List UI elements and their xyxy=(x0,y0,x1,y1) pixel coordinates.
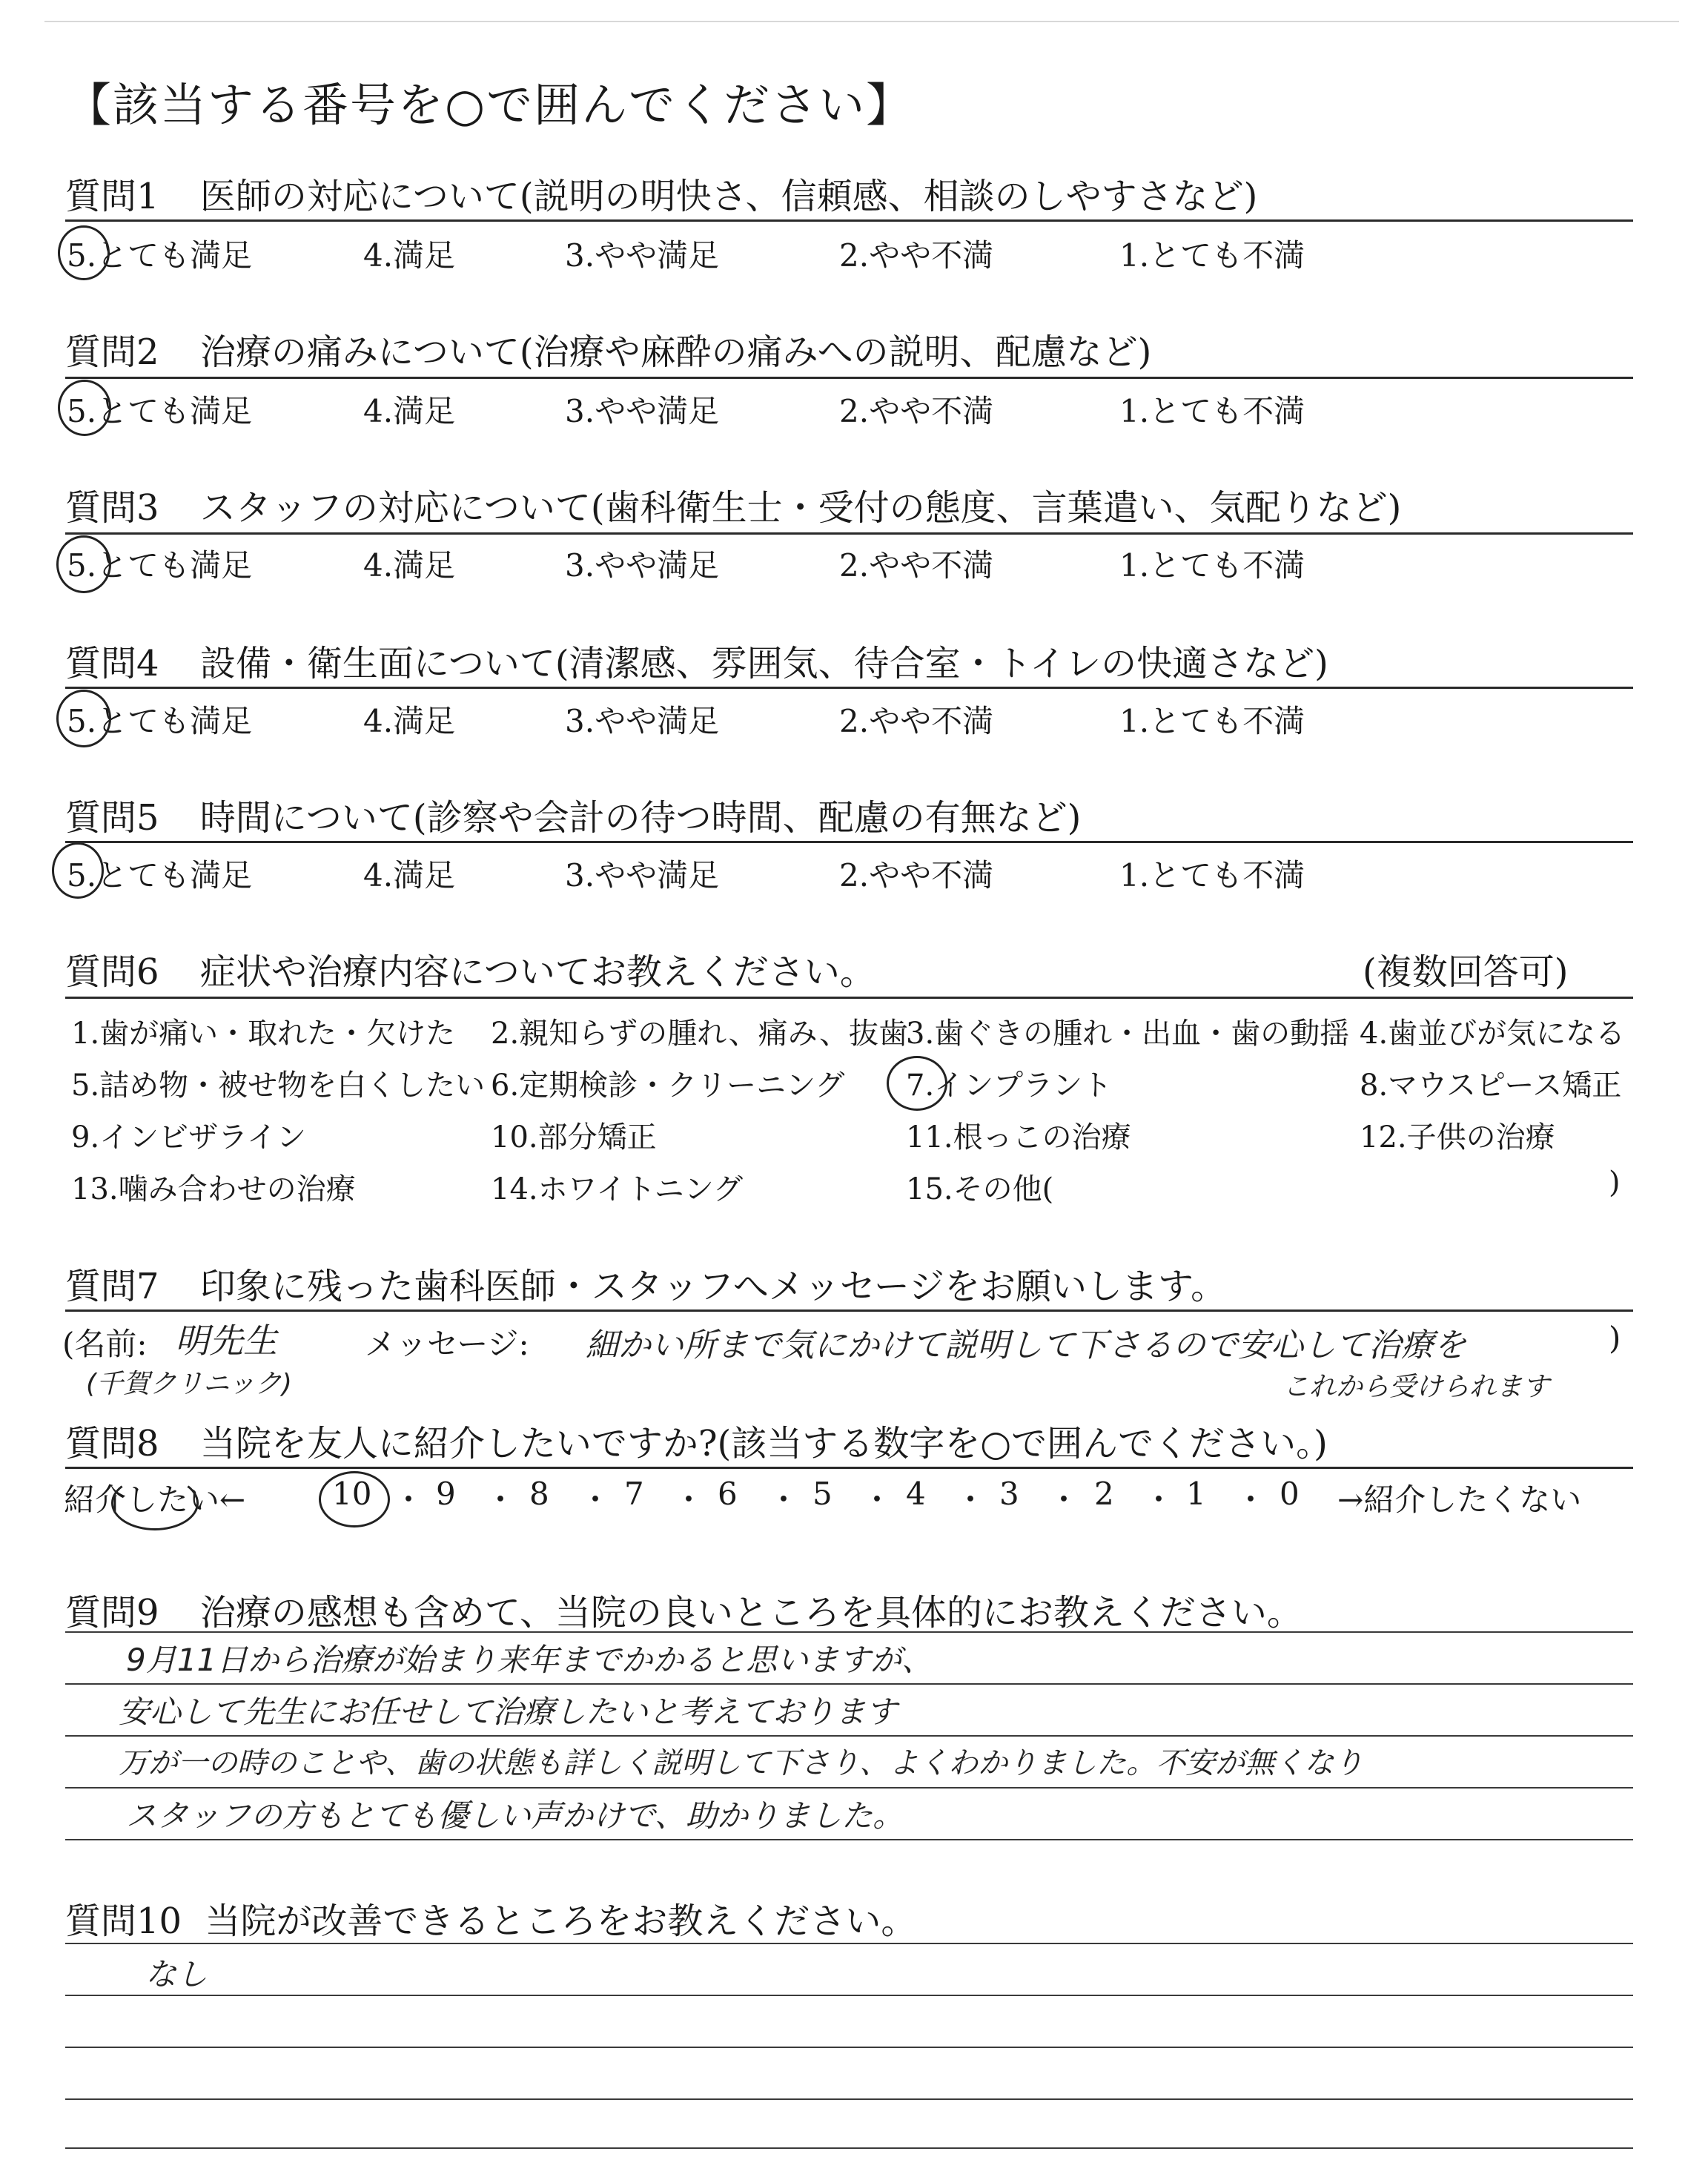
q9-answer-line-1[interactable]: 9月11日から治療が始まり来年までかかると思いますが、 xyxy=(126,1642,933,1678)
q1-selection-circle xyxy=(58,225,110,280)
question-8-text: 当院を友人に紹介したいですか?(該当する数字を○で囲んでください。) xyxy=(199,1423,1328,1464)
q4-option-5[interactable]: 5.とても満足 xyxy=(67,703,253,739)
q3-selection-circle xyxy=(56,535,111,593)
question-7-text: 印象に残った歯科医師・スタッフへメッセージをお願いします。 xyxy=(199,1266,1227,1307)
recommend-label-scribble xyxy=(111,1476,199,1530)
q1-option-2[interactable]: 2.やや不満 xyxy=(839,237,994,274)
q10-rule-4 xyxy=(65,2098,1633,2100)
question-8-rule xyxy=(65,1467,1633,1469)
question-3-options xyxy=(0,541,1708,586)
question-6-note: (複数回答可) xyxy=(1363,951,1569,993)
q2-option-3[interactable]: 3.やや満足 xyxy=(565,393,720,429)
question-2-heading xyxy=(65,323,1151,374)
q9-rule-1 xyxy=(65,1631,1633,1633)
q2-option-1[interactable]: 1.とても不満 xyxy=(1119,393,1305,429)
q3-option-5[interactable]: 5.とても満足 xyxy=(67,547,253,584)
recommend-9[interactable]: 9 xyxy=(436,1476,456,1512)
question-10-text: 当院が改善できるところをお教えください。 xyxy=(205,1900,917,1942)
q5-option-2[interactable]: 2.やや不満 xyxy=(839,857,994,894)
q10-rule-1 xyxy=(65,1943,1633,1944)
recommend-4[interactable]: 4 xyxy=(906,1476,926,1512)
question-2-options xyxy=(0,387,1708,432)
question-8-label: 質問8 xyxy=(65,1423,159,1464)
recommend-sep-8: ・ xyxy=(1048,1482,1080,1518)
q3-option-1[interactable]: 1.とても不満 xyxy=(1119,547,1305,584)
question-1-text: 医師の対応について(説明の明快さ、信頼感、相談のしやすさなど) xyxy=(199,176,1258,217)
message-text-label: メッセージ: xyxy=(365,1326,529,1362)
q1-option-1[interactable]: 1.とても不満 xyxy=(1119,237,1305,274)
recommend-sep-5: ・ xyxy=(768,1482,800,1518)
q4-selection-circle xyxy=(56,690,111,747)
treatment-3[interactable]: 3.歯ぐきの腫れ・出血・歯の動揺 xyxy=(906,1017,1350,1051)
question-5-rule xyxy=(65,841,1633,843)
q5-option-1[interactable]: 1.とても不満 xyxy=(1119,857,1305,894)
q3-option-3[interactable]: 3.やや満足 xyxy=(565,547,720,584)
treatment-6[interactable]: 6.定期検診・クリーニング xyxy=(491,1069,845,1103)
recommend-6[interactable]: 6 xyxy=(718,1476,738,1512)
question-5-label: 質問5 xyxy=(65,797,159,839)
question-2-text: 治療の痛みについて(治療や麻酔の痛みへの説明、配慮など) xyxy=(199,331,1152,373)
page-title: 【該当する番号を○で囲んでください】 xyxy=(65,78,914,132)
recommend-10[interactable]: 10 xyxy=(332,1476,372,1512)
question-7-heading xyxy=(65,1258,1226,1309)
question-2-label: 質問2 xyxy=(65,331,159,373)
question-2-rule xyxy=(65,377,1633,379)
q9-answer-line-2[interactable]: 安心して先生にお任せして治療したいと考えております xyxy=(119,1694,898,1730)
recommend-5[interactable]: 5 xyxy=(812,1476,833,1512)
recommend-3[interactable]: 3 xyxy=(999,1476,1019,1512)
question-3-label: 質問3 xyxy=(65,487,159,529)
q1-option-4[interactable]: 4.満足 xyxy=(363,237,456,274)
question-5-options xyxy=(0,851,1708,896)
recommend-10-selection-circle xyxy=(319,1471,390,1527)
treatment-7-selection-circle xyxy=(887,1056,947,1111)
question-4-rule xyxy=(65,687,1633,689)
message-clinic-value[interactable]: (千賀クリニック) xyxy=(86,1369,292,1399)
q2-option-2[interactable]: 2.やや不満 xyxy=(839,393,994,429)
q10-answer[interactable]: なし xyxy=(145,1956,208,1992)
question-10-heading xyxy=(65,1892,916,1943)
recommend-sep-9: ・ xyxy=(1143,1482,1175,1518)
recommend-1[interactable]: 1 xyxy=(1186,1476,1206,1512)
q1-option-3[interactable]: 3.やや満足 xyxy=(565,237,720,274)
recommend-sep-4: ・ xyxy=(673,1482,705,1518)
q4-option-4[interactable]: 4.満足 xyxy=(363,703,456,739)
question-3-heading xyxy=(65,479,1401,530)
q2-selection-circle xyxy=(58,380,111,436)
question-9-heading xyxy=(65,1584,1302,1635)
recommend-sep-10: ・ xyxy=(1235,1482,1267,1518)
treatment-4[interactable]: 4.歯並びが気になる xyxy=(1360,1017,1626,1051)
top-edge-line xyxy=(44,21,1679,22)
message-text-line-2[interactable]: これから受けられます xyxy=(1282,1372,1550,1402)
treatment-7[interactable]: 7.インプラント xyxy=(906,1069,1113,1103)
recommend-0[interactable]: 0 xyxy=(1280,1476,1300,1512)
question-4-heading xyxy=(65,635,1328,686)
q3-option-2[interactable]: 2.やや不満 xyxy=(839,547,994,584)
treatment-14[interactable]: 14.ホワイトニング xyxy=(491,1172,744,1206)
q1-option-5[interactable]: 5.とても満足 xyxy=(67,237,253,274)
question-5-heading xyxy=(65,789,1081,840)
q5-option-4[interactable]: 4.満足 xyxy=(363,857,456,894)
question-3-text: スタッフの対応について(歯科衛生士・受付の態度、言葉遣い、気配りなど) xyxy=(199,487,1402,529)
question-4-options xyxy=(0,697,1708,742)
question-6-rule xyxy=(65,997,1633,999)
treatment-15[interactable]: 15.その他( xyxy=(906,1172,1054,1206)
message-name-value[interactable]: 明先生 xyxy=(175,1321,277,1361)
q10-rule-3 xyxy=(65,2047,1633,2048)
treatment-8[interactable]: 8.マウスピース矯正 xyxy=(1360,1069,1622,1103)
q2-option-5[interactable]: 5.とても満足 xyxy=(67,393,253,429)
treatment-9[interactable]: 9.インビザライン xyxy=(71,1120,306,1155)
treatment-15-close: ) xyxy=(1609,1166,1621,1200)
recommend-sep-6: ・ xyxy=(861,1482,893,1518)
question-1-label: 質問1 xyxy=(65,176,159,217)
q4-option-2[interactable]: 2.やや不満 xyxy=(839,703,994,739)
q2-option-4[interactable]: 4.満足 xyxy=(363,393,456,429)
q5-selection-circle xyxy=(52,842,104,899)
q9-answer-line-4[interactable]: スタッフの方もとても優しい声かけで、助かりました。 xyxy=(126,1797,904,1834)
question-9-label: 質問9 xyxy=(65,1592,159,1634)
question-4-text: 設備・衛生面について(清潔感、雰囲気、待合室・トイレの快適さなど) xyxy=(199,643,1328,684)
recommend-sep-2: ・ xyxy=(485,1482,517,1518)
question-1-heading xyxy=(65,168,1257,219)
message-text-line-1[interactable]: 細かい所まで気にかけて説明して下さるので安心して治療を xyxy=(586,1327,1466,1364)
question-6-heading xyxy=(65,943,875,994)
question-3-rule xyxy=(65,532,1633,535)
treatment-11[interactable]: 11.根っこの治療 xyxy=(906,1120,1131,1155)
q10-rule-2 xyxy=(65,1995,1633,1996)
q10-rule-5 xyxy=(65,2147,1633,2149)
treatment-5[interactable]: 5.詰め物・被せ物を白くしたい xyxy=(71,1069,486,1103)
question-5-text: 時間について(診察や会計の待つ時間、配慮の有無など) xyxy=(199,797,1082,839)
question-10-label: 質問10 xyxy=(65,1900,182,1942)
treatment-2[interactable]: 2.親知らずの腫れ、痛み、抜歯 xyxy=(491,1017,908,1051)
recommend-7[interactable]: 7 xyxy=(624,1476,644,1512)
q5-option-3[interactable]: 3.やや満足 xyxy=(565,857,720,894)
q9-rule-3 xyxy=(65,1735,1633,1737)
question-9-text: 治療の感想も含めて、当院の良いところを具体的にお教えください。 xyxy=(199,1592,1302,1634)
q9-rule-2 xyxy=(65,1683,1633,1685)
recommend-left-label: 紹介したい← xyxy=(64,1482,246,1518)
q4-option-3[interactable]: 3.やや満足 xyxy=(565,703,720,739)
q9-rule-5 xyxy=(65,1839,1633,1840)
question-8-heading xyxy=(65,1415,1328,1466)
question-4-label: 質問4 xyxy=(65,643,159,684)
treatment-12[interactable]: 12.子供の治療 xyxy=(1360,1120,1555,1155)
question-6-text: 症状や治療内容についてお教えください。 xyxy=(199,951,875,993)
question-6-label: 質問6 xyxy=(65,951,159,993)
question-7-rule xyxy=(65,1309,1633,1312)
recommend-scale xyxy=(0,1476,1708,1527)
question-1-rule xyxy=(65,219,1633,222)
q9-answer-line-3[interactable]: 万が一の時のことや、歯の状態も詳しく説明して下さり、よくわかりました。不安が無くなり xyxy=(119,1746,1364,1780)
recommend-sep-7: ・ xyxy=(955,1482,987,1518)
q3-option-4[interactable]: 4.満足 xyxy=(363,547,456,584)
q5-option-5[interactable]: 5.とても満足 xyxy=(67,857,253,894)
question-1-options xyxy=(0,231,1708,276)
recommend-8[interactable]: 8 xyxy=(529,1476,549,1512)
message-name-label: (名前: xyxy=(62,1326,148,1362)
recommend-sep-3: ・ xyxy=(580,1482,612,1518)
q4-option-1[interactable]: 1.とても不満 xyxy=(1119,703,1305,739)
message-close-paren: ) xyxy=(1609,1320,1621,1356)
treatment-1[interactable]: 1.歯が痛い・取れた・欠けた xyxy=(71,1017,456,1051)
recommend-2[interactable]: 2 xyxy=(1094,1476,1114,1512)
recommend-right-label: →紹介したくない xyxy=(1337,1482,1582,1518)
treatment-grid xyxy=(0,1010,1708,1218)
treatment-13[interactable]: 13.噛み合わせの治療 xyxy=(71,1172,356,1206)
recommend-sep-1: ・ xyxy=(393,1482,425,1518)
q9-rule-4 xyxy=(65,1787,1633,1789)
question-7-label: 質問7 xyxy=(65,1266,159,1307)
treatment-10[interactable]: 10.部分矯正 xyxy=(491,1120,657,1155)
